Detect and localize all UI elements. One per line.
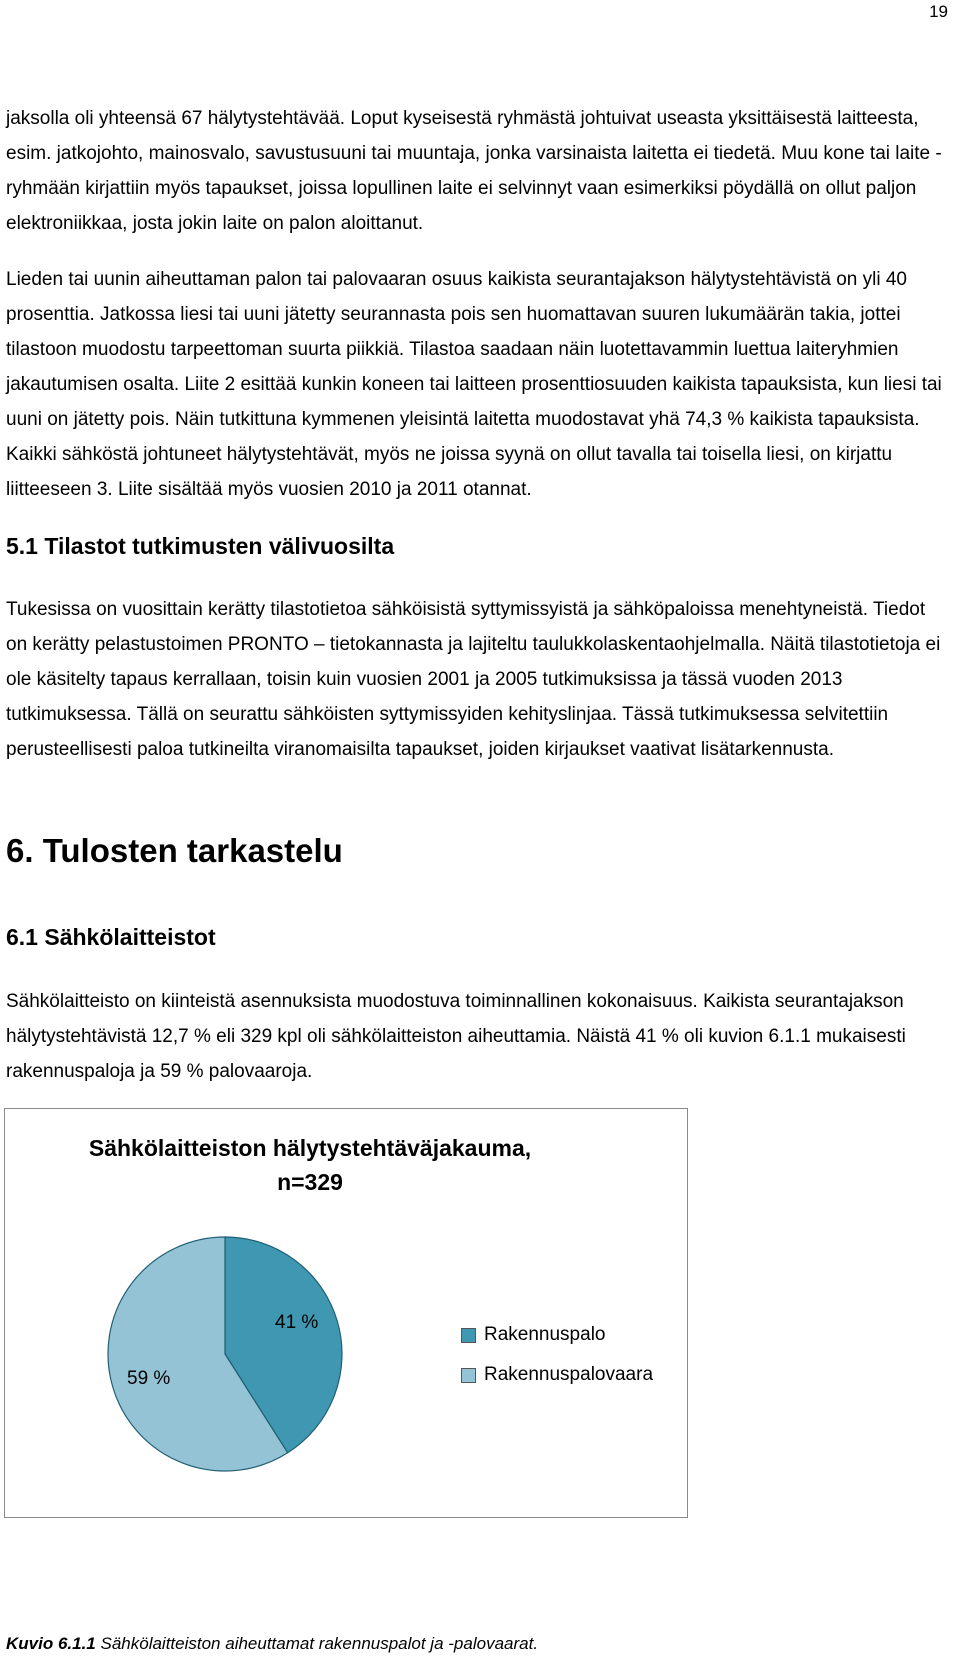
chart-title-line-1: Sähkölaitteiston hälytystehtäväjakauma, — [88, 1135, 532, 1161]
caption-text: Sähkölaitteiston aiheuttamat rakennuspalot ja -palovaarat. — [95, 1634, 539, 1653]
paragraph-3: Tukesissa on vuosittain kerätty tilastotietoa sähköisistä syttymissyistä ja sähköpaloissa menehtyneistä. Tiedot on kerätty pelastustoimen PRONTO – tietokannasta ja lajiteltu taulukkolaskentaohjelmalla. Näitä tilastotietoja ei ole käsitelty tapaus kerrallaan, toisin kuin vuosien 2001 ja 2005 tutkimuksissa ja tässä vuoden 2013 tutkimuksessa. Tällä on seurattu sähköisten syttymissyiden kehityslinjaa. Tässä tutkimuksessa selvitettiin perusteellisesti paloa tutkineilta viranomaisilta tapaukset, joiden kirjaukset vaativat lisätarkennusta. — [6, 599, 941, 760]
paragraph-1: jaksolla oli yhteensä 67 hälytystehtävää. Loput kyseisestä ryhmästä johtuivat useasta yksittäisestä laitteesta, esim. jatkojohto, mainosvalo, savustusuuni tai muuntaja, jonka varsinaista laitetta ei tiedetä. Muu kone tai laite -ryhmään kirjattiin myös tapaukset, joissa lopullinen laite ei selvinnyt vaan esimerkiksi pöydällä on ollut paljon elektroniikkaa, josta jokin laite on palon aloittanut. — [6, 108, 942, 234]
figure-caption — [6, 1634, 538, 1654]
legend-item-rakennuspalovaara — [461, 1355, 653, 1395]
chart-legend — [461, 1315, 653, 1395]
pie-chart — [4, 1108, 688, 1518]
heading-6-1: 6.1 Sähkölaitteistot — [6, 924, 216, 950]
data-label-rakennuspalovaara: 59 % — [127, 1368, 171, 1389]
paragraph-4: Sähkölaitteisto on kiinteistä asennuksista muodostuva toiminnallinen kokonaisuus. Kaikista seurantajakson hälytystehtävistä 12,7 % eli 329 kpl oli sähkölaitteiston aiheuttamia. Näistä 41 % oli kuvion 6.1.1 mukaisesti rakennuspaloja ja 59 % palovaaroja. — [6, 991, 906, 1082]
legend-swatch-rakennuspalo — [461, 1328, 476, 1343]
paragraph-2: Lieden tai uunin aiheuttaman palon tai palovaaran osuus kaikista seurantajakson hälytystehtävistä on yli 40 prosenttia. Jatkossa liesi tai uuni jätetty seurannasta pois sen huomattavan suuren lukumäärän takia, jottei tilastoon muodostu tarpeettoman suurta piikkiä. Tilastoa saadaan näin luotettavammin luettua laiteryhmien jakautumisen osalta. Liite 2 esittää kunkin koneen tai laitteen prosenttiosuuden kaikista tapauksista, kun liesi tai uuni on jätetty pois. Näin tutkittuna kymmenen yleisintä laitetta muodostavat yhä 74,3 % kaikista tapauksista. Kaikki sähköstä johtuneet hälytystehtävät, myös ne joissa syynä on ollut tavalla tai toisella liesi, on kirjattu liitteeseen 3. Liite sisältää myös vuosien 2010 ja 2011 otannat. — [6, 269, 942, 500]
chart-title-line-2: n=329 — [277, 1169, 343, 1195]
pie-chart-svg — [5, 1109, 689, 1519]
data-label-rakennuspalo: 41 % — [275, 1312, 319, 1333]
legend-swatch-rakennuspalovaara — [461, 1368, 476, 1383]
heading-5-1: 5.1 Tilastot tutkimusten välivuosilta — [6, 533, 395, 559]
legend-label: Rakennuspalovaara — [484, 1364, 654, 1385]
heading-6: 6. Tulosten tarkastelu — [6, 832, 343, 869]
page-number: 19 — [929, 2, 948, 21]
legend-label: Rakennuspalo — [484, 1324, 606, 1345]
legend-item-rakennuspalo — [461, 1315, 653, 1355]
caption-number: Kuvio 6.1.1 — [6, 1634, 96, 1653]
